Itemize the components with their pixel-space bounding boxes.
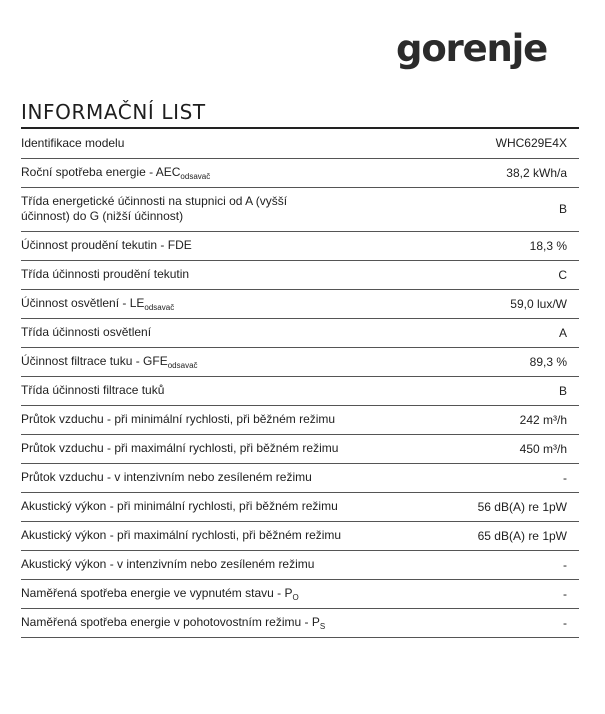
row-value: A [478, 318, 579, 347]
row-label-subscript: odsavač [144, 302, 175, 312]
row-value: B [478, 187, 579, 231]
row-label [21, 347, 478, 376]
row-label-text: Třída účinnosti proudění tekutin [21, 267, 190, 281]
table-row [21, 158, 579, 187]
row-value: 450 m³/h [478, 434, 579, 463]
row-label [21, 318, 478, 347]
row-label-text: Identifikace modelu [21, 135, 125, 150]
table-row [21, 318, 579, 347]
table-row [21, 231, 579, 260]
page-title: INFORMAČNÍ LIST [21, 100, 206, 124]
row-value: - [478, 463, 579, 492]
row-label-text: Průtok vzduchu - v intenzivním nebo zesíleném režimu [21, 470, 312, 484]
row-label [21, 608, 478, 637]
row-value: 56 dB(A) re 1pW [478, 492, 579, 521]
table-row [21, 608, 579, 637]
table-row [21, 347, 579, 376]
row-label [21, 158, 478, 187]
row-label-text: Třída energetické účinnosti na stupnici od A (vyšší účinnost) do G (nižší účinnost) [21, 194, 288, 223]
table-row [21, 521, 579, 550]
row-label [21, 579, 478, 608]
row-label [21, 434, 478, 463]
row-value: 59,0 lux/W [478, 289, 579, 318]
table-row [21, 434, 579, 463]
brand-logo: gorenje [396, 27, 547, 70]
row-label-text: Akustický výkon - při minimální rychlosti, při běžném režimu [21, 499, 338, 513]
row-value: - [478, 608, 579, 637]
table-row [21, 187, 579, 231]
row-value: 242 m³/h [478, 405, 579, 434]
row-label [21, 231, 478, 260]
row-value: 89,3 % [478, 347, 579, 376]
row-label [21, 260, 478, 289]
spec-table [21, 129, 579, 638]
row-label-text: Průtok vzduchu - při maximální rychlosti, při běžném režimu [21, 441, 339, 455]
row-label [21, 129, 478, 158]
table-row [21, 550, 579, 579]
row-label [21, 492, 478, 521]
row-label-text: Roční spotřeba energie - AEC [21, 164, 181, 179]
row-label-text: Akustický výkon - v intenzivním nebo zesíleném režimu [21, 557, 315, 571]
row-label-text: Akustický výkon - při maximální rychlosti, při běžném režimu [21, 528, 342, 542]
table-row [21, 260, 579, 289]
row-value: C [478, 260, 579, 289]
row-label-subscript: odsavač [180, 171, 211, 181]
row-label-text: Naměřená spotřeba energie v pohotovostním režimu - P [21, 614, 320, 629]
row-label [21, 521, 478, 550]
row-value: - [478, 550, 579, 579]
row-label-text: Třída účinnosti osvětlení [21, 325, 152, 339]
row-label-subscript: O [292, 592, 299, 602]
row-label-subscript: S [319, 621, 326, 631]
row-label [21, 187, 478, 231]
table-row [21, 492, 579, 521]
row-value: B [478, 376, 579, 405]
row-value: 38,2 kWh/a [478, 158, 579, 187]
row-value: 18,3 % [478, 231, 579, 260]
row-value: - [478, 579, 579, 608]
row-label-text: Účinnost proudění tekutin - FDE [21, 238, 192, 252]
row-label-text: Třída účinnosti filtrace tuků [21, 383, 165, 397]
row-label [21, 376, 478, 405]
row-label-subscript: odsavač [167, 360, 198, 370]
spec-table-body [21, 129, 579, 637]
table-row [21, 289, 579, 318]
table-row [21, 463, 579, 492]
row-value: WHC629E4X [478, 129, 579, 158]
row-label [21, 463, 478, 492]
row-label-text: Naměřená spotřeba energie ve vypnutém stavu - P [21, 585, 293, 600]
table-row [21, 376, 579, 405]
row-label-text: Průtok vzduchu - při minimální rychlosti, při běžném režimu [21, 412, 336, 426]
row-value: 65 dB(A) re 1pW [478, 521, 579, 550]
table-row [21, 405, 579, 434]
table-row [21, 579, 579, 608]
table-row [21, 129, 579, 158]
row-label [21, 405, 478, 434]
row-label [21, 550, 478, 579]
row-label-text: Účinnost filtrace tuku - GFE [21, 353, 168, 368]
row-label [21, 289, 478, 318]
row-label-text: Účinnost osvětlení - LE [21, 295, 145, 310]
